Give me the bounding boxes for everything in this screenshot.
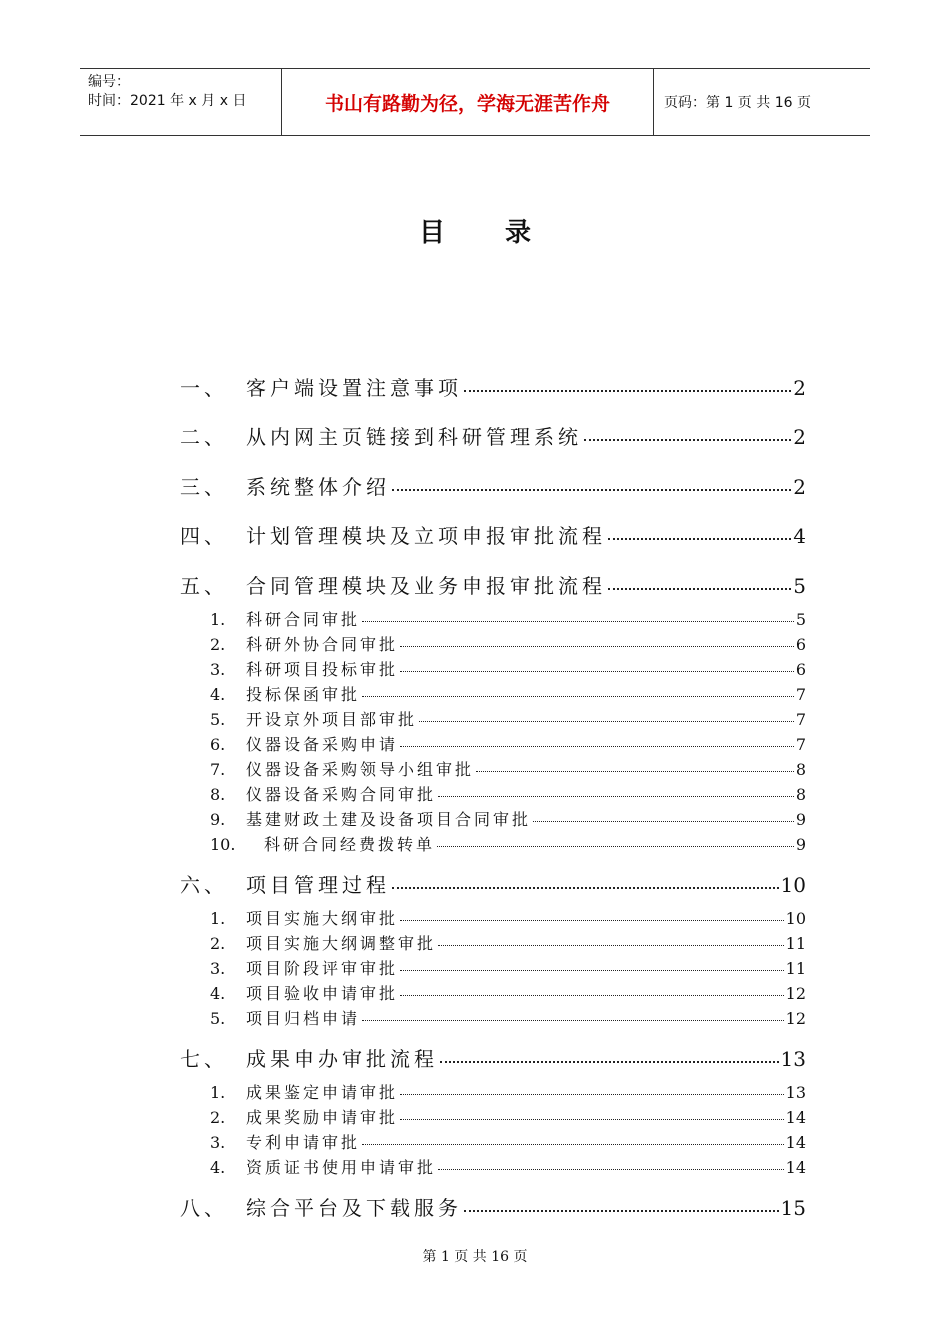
toc-dot-leader: [400, 671, 794, 672]
toc-dot-leader: [362, 1144, 784, 1145]
toc-entry-number: 4.: [210, 685, 226, 704]
toc-entry-page-number: 12: [785, 1009, 806, 1028]
toc-entry-label: 项目管理过程: [246, 873, 390, 897]
toc-entry-number: 五、: [180, 574, 228, 598]
toc-entry-page-number: 7: [795, 710, 806, 729]
toc-dot-leader: [476, 771, 794, 772]
toc-entry-page-number: 2: [793, 425, 806, 449]
toc-entry-label: 系统整体介绍: [246, 475, 390, 499]
toc-entry-label: 科研项目投标审批: [246, 660, 399, 679]
toc-entry-number: 3.: [210, 1133, 226, 1152]
toc-subsection-entry[interactable]: [180, 657, 806, 680]
toc-subsection-entry[interactable]: [180, 931, 806, 954]
toc-entry-number: 5.: [210, 710, 226, 729]
toc-entry-number: 9.: [210, 810, 226, 829]
toc-entry-label: 项目实施大纲审批: [246, 909, 399, 928]
toc-entry-label: 仪器设备采购领导小组审批: [246, 760, 475, 779]
toc-entry-number: 八、: [180, 1196, 228, 1220]
toc-entry-page-number: 5: [793, 574, 806, 598]
toc-dot-leader: [400, 970, 784, 971]
toc-section-entry[interactable]: [180, 570, 806, 599]
toc-entry-number: 2.: [210, 635, 226, 654]
toc-dot-leader: [400, 746, 794, 747]
toc-entry-label: 项目归档申请: [246, 1009, 361, 1028]
toc-subsection-entry[interactable]: [180, 632, 806, 655]
toc-entry-page-number: 10: [780, 873, 806, 897]
toc-entry-number: 六、: [180, 873, 228, 897]
toc-subsection-entry[interactable]: [180, 682, 806, 705]
toc-subsection-entry[interactable]: [180, 707, 806, 730]
toc-dot-leader: [464, 390, 791, 392]
toc-entry-page-number: 14: [785, 1108, 806, 1127]
number-label: 编号：: [88, 74, 130, 90]
toc-entry-page-number: 10: [785, 909, 806, 928]
toc-entry-page-number: 11: [785, 959, 806, 978]
toc-entry-page-number: 8: [795, 785, 806, 804]
header-meta: [80, 69, 282, 135]
toc-entry-label: 项目实施大纲调整审批: [246, 934, 437, 953]
header-motto: 书山有路勤为径，学海无涯苦作舟: [282, 69, 654, 135]
toc-dot-leader: [533, 821, 794, 822]
toc-section-entry[interactable]: [180, 1043, 806, 1072]
toc-section-entry[interactable]: [180, 471, 806, 500]
toc-entry-label: 合同管理模块及业务申报审批流程: [246, 574, 606, 598]
toc-subsection-entry[interactable]: [180, 832, 806, 855]
page-header: [80, 68, 870, 136]
toc-dot-leader: [400, 1094, 784, 1095]
toc-subsection-entry[interactable]: [180, 1080, 806, 1103]
toc-subsection-entry[interactable]: [180, 757, 806, 780]
toc-dot-leader: [437, 846, 794, 847]
toc-entry-page-number: 14: [785, 1133, 806, 1152]
toc-subsection-entry[interactable]: [180, 807, 806, 830]
toc-entry-page-number: 15: [780, 1196, 806, 1220]
toc-subsection-entry[interactable]: [180, 607, 806, 630]
toc-entry-page-number: 6: [795, 635, 806, 654]
toc-dot-leader: [438, 945, 784, 946]
toc-dot-leader: [608, 588, 791, 590]
toc-subsection-entry[interactable]: [180, 956, 806, 979]
toc-entry-number: 2.: [210, 1108, 226, 1127]
toc-entry-page-number: 2: [793, 376, 806, 400]
toc-entry-label: 成果鉴定申请审批: [246, 1083, 399, 1102]
toc-entry-number: 10.: [210, 835, 236, 854]
toc-entry-label: 仪器设备采购合同审批: [246, 785, 437, 804]
toc-entry-label: 基建财政土建及设备项目合同审批: [246, 810, 532, 829]
toc-entry-number: 7.: [210, 760, 226, 779]
toc-dot-leader: [400, 920, 784, 921]
toc-entry-label: 客户端设置注意事项: [246, 376, 462, 400]
toc-section-entry[interactable]: [180, 1192, 806, 1221]
toc-entry-label: 科研合同审批: [246, 610, 361, 629]
toc-entry-page-number: 2: [793, 475, 806, 499]
toc-entry-number: 2.: [210, 934, 226, 953]
toc-dot-leader: [400, 995, 784, 996]
toc-section-entry[interactable]: [180, 421, 806, 450]
toc-subsection-entry[interactable]: [180, 981, 806, 1004]
toc-subsection-entry[interactable]: [180, 906, 806, 929]
toc-entry-page-number: 5: [795, 610, 806, 629]
toc-entry-label: 科研外协合同审批: [246, 635, 399, 654]
toc-dot-leader: [438, 796, 794, 797]
toc-entry-page-number: 13: [780, 1047, 806, 1071]
toc-entry-number: 4.: [210, 1158, 226, 1177]
toc-entry-page-number: 9: [795, 835, 806, 854]
toc-dot-leader: [440, 1061, 779, 1063]
toc-section-entry[interactable]: [180, 372, 806, 401]
toc-section-entry[interactable]: [180, 520, 806, 549]
toc-entry-label: 综合平台及下载服务: [246, 1196, 462, 1220]
toc-entry-label: 专利申请审批: [246, 1133, 361, 1152]
toc-entry-label: 从内网主页链接到科研管理系统: [246, 425, 582, 449]
toc-dot-leader: [400, 1119, 784, 1120]
toc-entry-number: 6.: [210, 735, 226, 754]
toc-entry-number: 3.: [210, 660, 226, 679]
toc-dot-leader: [362, 696, 794, 697]
toc-entry-number: 二、: [180, 425, 228, 449]
toc-dot-leader: [362, 621, 794, 622]
toc-entry-page-number: 9: [795, 810, 806, 829]
page-title: 目录: [418, 218, 591, 248]
toc-entry-page-number: 7: [795, 735, 806, 754]
toc-subsection-entry[interactable]: [180, 1006, 806, 1029]
toc-entry-number: 三、: [180, 475, 228, 499]
toc-section-entry[interactable]: [180, 869, 806, 898]
toc-entry-page-number: 8: [795, 760, 806, 779]
toc-subsection-entry[interactable]: [180, 1130, 806, 1153]
toc-entry-page-number: 12: [785, 984, 806, 1003]
toc-subsection-entry[interactable]: [180, 1155, 806, 1178]
toc-subsection-entry[interactable]: [180, 1105, 806, 1128]
toc-entry-label: 投标保函审批: [246, 685, 361, 704]
toc-entry-number: 1.: [210, 1083, 226, 1102]
toc-dot-leader: [400, 646, 794, 647]
toc-entry-number: 1.: [210, 610, 226, 629]
toc-entry-number: 1.: [210, 909, 226, 928]
toc-dot-leader: [438, 1169, 784, 1170]
toc-entry-label: 科研合同经费拨转单: [264, 835, 436, 854]
toc-subsection-entry[interactable]: [180, 782, 806, 805]
toc-entry-label: 项目验收申请审批: [246, 984, 399, 1003]
toc-dot-leader: [584, 439, 791, 441]
toc-dot-leader: [608, 538, 791, 540]
toc-entry-page-number: 6: [795, 660, 806, 679]
toc-entry-number: 3.: [210, 959, 226, 978]
toc-entry-number: 四、: [180, 524, 228, 548]
toc-dot-leader: [392, 489, 791, 491]
toc-entry-label: 项目阶段评审审批: [246, 959, 399, 978]
toc-dot-leader: [392, 887, 779, 889]
page-footer: 第 1 页 共 16 页: [422, 1249, 528, 1265]
toc-entry-number: 8.: [210, 785, 226, 804]
toc-entry-number: 4.: [210, 984, 226, 1003]
toc-entry-number: 七、: [180, 1047, 228, 1071]
toc-entry-page-number: 7: [795, 685, 806, 704]
toc-entry-page-number: 11: [785, 934, 806, 953]
toc-dot-leader: [419, 721, 794, 722]
toc-entry-page-number: 14: [785, 1158, 806, 1177]
toc-dot-leader: [464, 1210, 779, 1212]
header-page-info: 页码：第 1 页 共 16 页: [664, 95, 811, 111]
toc-entry-label: 资质证书使用申请审批: [246, 1158, 437, 1177]
toc-entry-page-number: 4: [793, 524, 806, 548]
toc-entry-label: 计划管理模块及立项申报审批流程: [246, 524, 606, 548]
toc-entry-label: 开设京外项目部审批: [246, 710, 418, 729]
toc-entry-label: 成果奖励申请审批: [246, 1108, 399, 1127]
toc-subsection-entry[interactable]: [180, 732, 806, 755]
time-label: 时间：2021 年 x 月 x 日: [88, 93, 247, 109]
toc-dot-leader: [362, 1020, 784, 1021]
toc-entry-number: 5.: [210, 1009, 226, 1028]
toc-entry-label: 仪器设备采购申请: [246, 735, 399, 754]
toc-entry-label: 成果申办审批流程: [246, 1047, 438, 1071]
toc-entry-page-number: 13: [785, 1083, 806, 1102]
toc-entry-number: 一、: [180, 376, 228, 400]
